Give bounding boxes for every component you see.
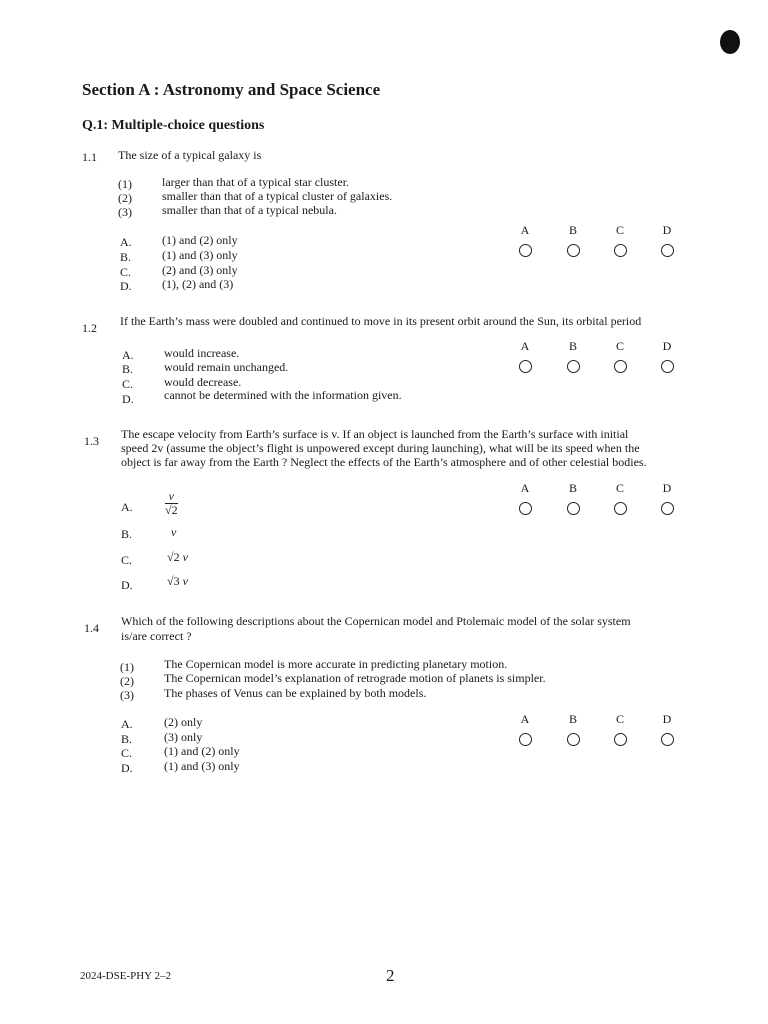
statement-label: (3) <box>120 688 134 702</box>
answer-bubble-icon[interactable] <box>519 502 532 515</box>
question-heading: Q.1: Multiple-choice questions <box>82 118 265 133</box>
page-number: 2 <box>386 966 395 985</box>
statement-text: smaller than that of a typical cluster of galaxies. <box>162 189 393 203</box>
answer-letter: B <box>568 339 577 353</box>
question-stem-line: Which of the following descriptions about the Copernican model and Ptolemaic model of the solar system <box>121 614 631 628</box>
answer-bubble-icon[interactable] <box>661 244 674 257</box>
answer-choice-b[interactable] <box>563 712 583 746</box>
option-letter: A. <box>120 235 132 249</box>
answer-bubble-icon[interactable] <box>614 360 627 373</box>
option-letter: C. <box>122 377 134 391</box>
answer-letter: D <box>662 223 672 237</box>
option-letter: C. <box>120 265 132 279</box>
answer-choice-a[interactable] <box>515 223 535 257</box>
statement-label: (1) <box>118 177 132 191</box>
answer-bubble-icon[interactable] <box>567 244 580 257</box>
option-text: (2) and (3) only <box>162 263 238 277</box>
option-text: (1) and (2) only <box>162 233 238 247</box>
option-text: (1), (2) and (3) <box>162 277 234 291</box>
answer-bubble-icon[interactable] <box>519 733 532 746</box>
question-stem-line: The escape velocity from Earth’s surface is v. If an object is launched from the Earth’s surface with initial <box>121 427 629 441</box>
answer-letter: C <box>615 223 624 237</box>
answer-bubble-icon[interactable] <box>661 502 674 515</box>
option-letter: D. <box>120 279 132 293</box>
option-letter: B. <box>121 732 133 746</box>
answer-bubble-icon[interactable] <box>614 733 627 746</box>
answer-choice-c[interactable] <box>610 712 630 746</box>
answer-choice-d[interactable] <box>657 223 677 257</box>
fraction-denominator: √2 <box>165 502 178 517</box>
option-formula <box>167 550 188 565</box>
option-text: (2) only <box>164 715 203 729</box>
statement-text: The Copernican model’s explanation of retrograde motion of planets is simpler. <box>164 671 546 685</box>
option-text: would increase. <box>164 346 240 360</box>
fraction <box>165 490 178 516</box>
answer-choice-a[interactable] <box>515 712 535 746</box>
answer-bubble-icon[interactable] <box>567 360 580 373</box>
question-stem: If the Earth’s mass were doubled and continued to move in its present orbit around the Sun, its orbital period <box>120 314 642 328</box>
corner-mark-icon <box>720 30 740 54</box>
answer-letter: B <box>568 223 577 237</box>
question-stem-line: is/are correct ? <box>121 629 192 643</box>
answer-choice-d[interactable] <box>657 712 677 746</box>
answer-bubble-icon[interactable] <box>661 733 674 746</box>
option-letter: B. <box>121 527 133 541</box>
statement-label: (3) <box>118 205 132 219</box>
option-letter: C. <box>121 553 133 567</box>
question-number: 1.2 <box>82 321 97 335</box>
statement-text: The Copernican model is more accurate in predicting planetary motion. <box>164 657 508 671</box>
root-symbol: √3 <box>167 574 180 588</box>
root-symbol: √2 <box>167 550 180 564</box>
question-stem: The size of a typical galaxy is <box>118 148 262 162</box>
variable: v <box>182 550 188 564</box>
answer-bubble-icon[interactable] <box>614 244 627 257</box>
answer-choice-a[interactable] <box>515 481 535 515</box>
answer-letter: D <box>662 712 672 726</box>
option-formula: v <box>171 525 177 539</box>
answer-bubble-icon[interactable] <box>519 244 532 257</box>
answer-bubble-icon[interactable] <box>567 733 580 746</box>
option-letter: A. <box>121 717 133 731</box>
answer-choice-a[interactable] <box>515 339 535 373</box>
statement-text: The phases of Venus can be explained by both models. <box>164 686 427 700</box>
answer-letter: A <box>520 481 530 495</box>
option-formula <box>165 490 178 516</box>
option-text: would remain unchanged. <box>164 360 289 374</box>
answer-choice-b[interactable] <box>563 223 583 257</box>
option-text: cannot be determined with the information given. <box>164 388 402 402</box>
option-text: (1) and (3) only <box>162 248 238 262</box>
answer-letter: A <box>520 223 530 237</box>
option-text: (3) only <box>164 730 203 744</box>
answer-letter: C <box>615 339 624 353</box>
answer-choice-b[interactable] <box>563 481 583 515</box>
option-formula <box>167 574 188 589</box>
answer-letter: A <box>520 339 530 353</box>
answer-letter: D <box>662 481 672 495</box>
option-text: (1) and (2) only <box>164 744 240 758</box>
answer-letter: C <box>615 712 624 726</box>
answer-choice-c[interactable] <box>610 223 630 257</box>
question-number: 1.1 <box>82 150 97 164</box>
answer-bubble-icon[interactable] <box>614 502 627 515</box>
answer-letter: B <box>568 712 577 726</box>
statement-text: larger than that of a typical star cluster. <box>162 175 350 189</box>
option-letter: D. <box>121 761 133 775</box>
variable: v <box>182 574 188 588</box>
fraction-numerator: v <box>165 490 178 504</box>
section-title: Section A : Astronomy and Space Science <box>82 80 381 99</box>
question-number: 1.3 <box>84 434 99 448</box>
answer-bubble-icon[interactable] <box>661 360 674 373</box>
option-letter: B. <box>122 362 134 376</box>
answer-bubble-icon[interactable] <box>519 360 532 373</box>
option-letter: D. <box>121 578 133 592</box>
statement-text: smaller than that of a typical nebula. <box>162 203 337 217</box>
answer-choice-d[interactable] <box>657 339 677 373</box>
statement-label: (1) <box>120 660 134 674</box>
option-letter: A. <box>121 500 133 514</box>
option-letter: B. <box>120 250 132 264</box>
statement-label: (2) <box>118 191 132 205</box>
option-letter: A. <box>122 348 134 362</box>
answer-choice-b[interactable] <box>563 339 583 373</box>
answer-bubble-icon[interactable] <box>567 502 580 515</box>
answer-choice-c[interactable] <box>610 481 630 515</box>
option-letter: C. <box>121 746 133 760</box>
question-stem-line: object is far away from the Earth ? Neglect the effects of the Earth’s atmosphere and of other celestial bodies. <box>121 455 647 469</box>
option-letter: D. <box>122 392 134 406</box>
option-text: would decrease. <box>164 375 242 389</box>
answer-letter: D <box>662 339 672 353</box>
paper-code: 2024-DSE-PHY 2–2 <box>80 970 171 982</box>
question-number: 1.4 <box>84 621 99 635</box>
answer-letter: C <box>615 481 624 495</box>
statement-label: (2) <box>120 674 134 688</box>
question-stem-line: speed 2v (assume the object’s flight is unpowered except during launching), what will be its speed when the <box>121 441 640 455</box>
option-text: (1) and (3) only <box>164 759 240 773</box>
answer-letter: B <box>568 481 577 495</box>
answer-choice-c[interactable] <box>610 339 630 373</box>
answer-choice-d[interactable] <box>657 481 677 515</box>
answer-letter: A <box>520 712 530 726</box>
